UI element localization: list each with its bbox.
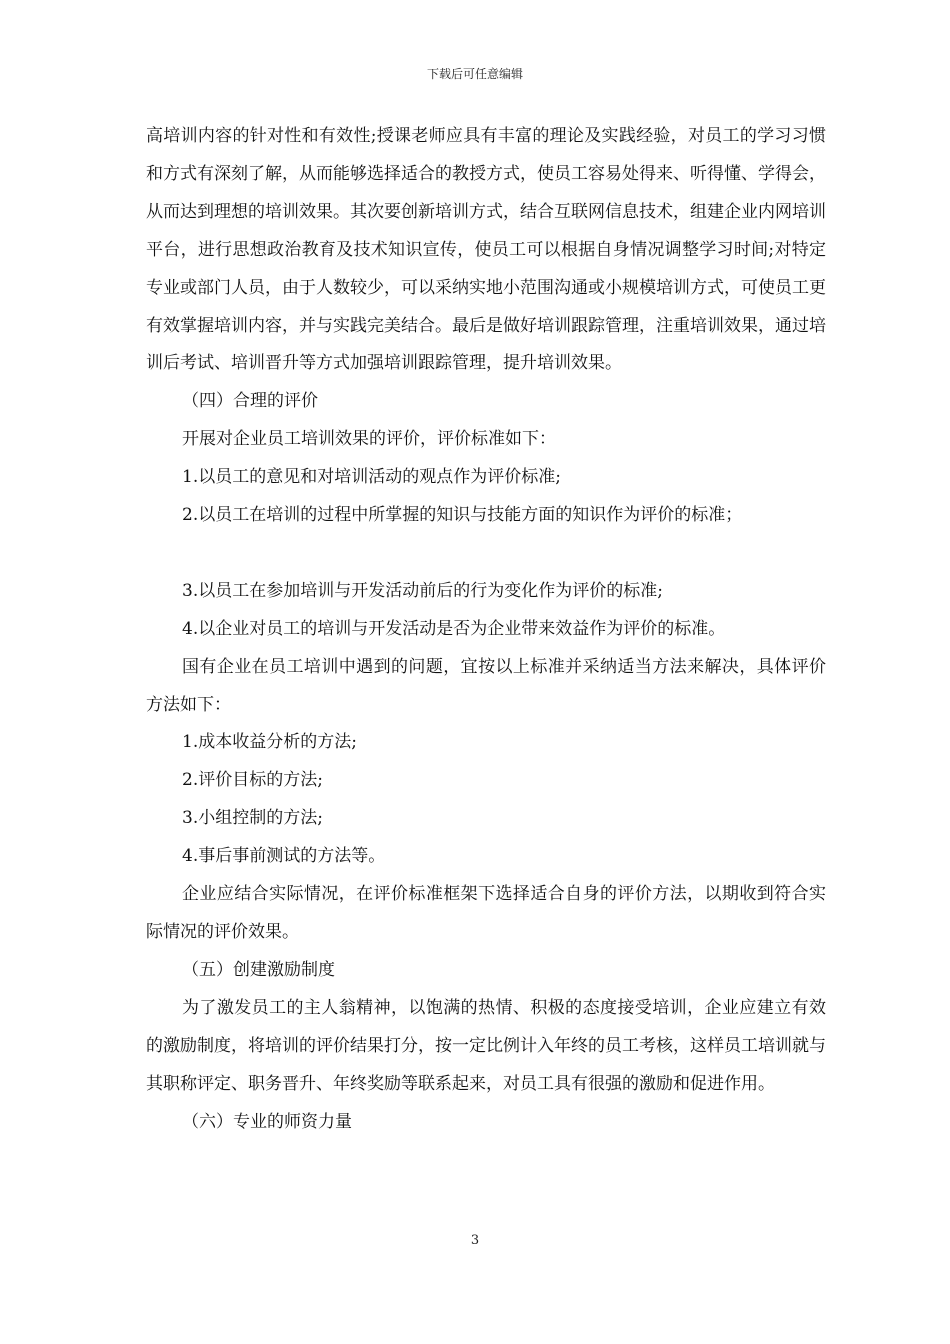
page-number: 3 — [470, 1233, 480, 1248]
paragraph-methods-intro: 国有企业在员工培训中遇到的问题，宜按以上标准并采纳适当方法来解决，具体评价方法如下： — [146, 656, 826, 715]
list-item-standard-1: 1.以员工的意见和对培训活动的观点作为评价标准; — [182, 467, 561, 488]
list-item-standard-3: 3.以员工在参加培训与开发活动前后的行为变化作为评价的标准; — [182, 580, 663, 601]
list-item-method-1: 1.成本收益分析的方法; — [182, 732, 357, 753]
blank-line — [146, 535, 826, 573]
section-heading-6: （六）专业的师资力量 — [182, 1111, 352, 1132]
section-heading-4: （四）合理的评价 — [182, 391, 318, 412]
page-header: 下载后可任意编辑 — [426, 67, 523, 81]
section-heading-5: （五）创建激励制度 — [182, 959, 335, 980]
paragraph-evaluation-conclusion: 企业应结合实际情况，在评价标准框架下选择适合自身的评价方法，以期收到符合实际情况的评价效果。 — [146, 884, 826, 943]
list-item-standard-2: 2.以员工在培训的过程中所掌握的知识与技能方面的知识作为评价的标准； — [182, 505, 743, 526]
paragraph-training-content: 高培训内容的针对性和有效性;授课老师应具有丰富的理论及实践经验，对员工的学习习惯和方式有深刻了解，从而能够选择适合的教授方式，使员工容易处得来、听得懂、学得会，从而达到理想的培训效果。其次要创新培训方式，结合互联网信息技术，组建企业内网培训平台，进行思想政治教育及技术知识宣传，使员工可以根据自身情况调整学习时间;对特定专业或部门人员，由于人数较少，可以采纳实地小范围沟通或小规模培训方式，可使员工更有效掌握培训内容，并与实践完美结合。最后是做好培训跟踪管理，注重培训效果，通过培训后考试、培训晋升等方式加强培训跟踪管理，提升培训效果。 — [146, 126, 826, 374]
list-item-method-2: 2.评价目标的方法; — [182, 770, 323, 791]
list-item-standard-4: 4.以企业对员工的培训与开发活动是否为企业带来效益作为评价的标准。 — [182, 618, 726, 639]
document-body — [146, 118, 826, 1141]
list-item-method-4: 4.事后事前测试的方法等。 — [182, 846, 386, 867]
list-item-method-3: 3.小组控制的方法; — [182, 808, 323, 829]
paragraph-evaluation-intro: 开展对企业员工培训效果的评价，评价标准如下： — [182, 429, 556, 450]
paragraph-incentive: 为了激发员工的主人翁精神，以饱满的热情、积极的态度接受培训，企业应建立有效的激励制度，将培训的评价结果打分，按一定比例计入年终的员工考核，这样员工培训就与其职称评定、职务晋升、年终奖励等联系起来，对员工具有很强的激励和促进作用。 — [146, 997, 826, 1094]
